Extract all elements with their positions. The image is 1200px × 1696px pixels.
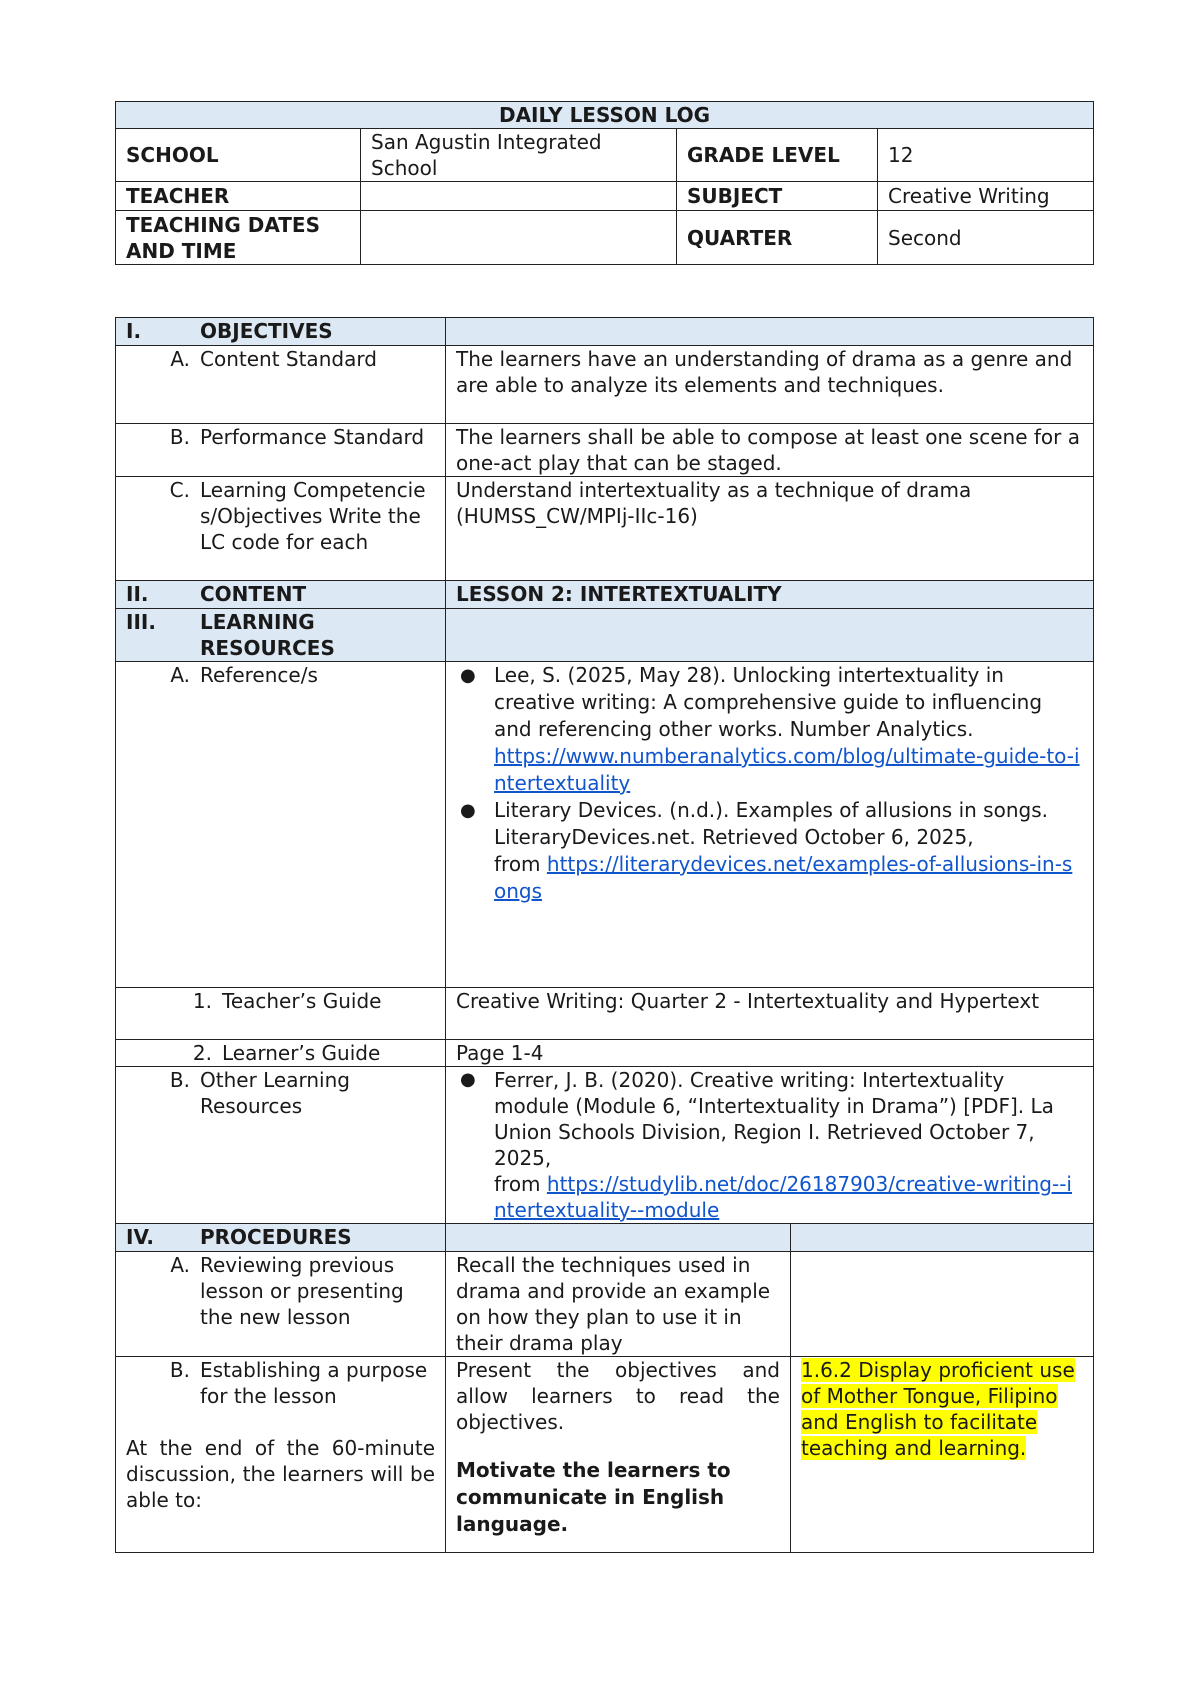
grade-level-value: 12 xyxy=(878,129,1094,182)
reviewing-lesson-label xyxy=(116,1252,446,1357)
reviewing-lesson-indicator xyxy=(791,1252,1094,1357)
header-table xyxy=(115,101,1094,265)
section-number: II. xyxy=(126,582,149,606)
teachers-guide-label xyxy=(116,988,446,1040)
content-standard-value: The learners have an understanding of drama as a genre and are able to analyze its elements and techniques. xyxy=(446,346,1094,424)
lesson-title: LESSON 2: INTERTEXTUALITY xyxy=(446,581,1094,609)
from-label: from xyxy=(494,1172,541,1196)
section-title: PROCEDURES xyxy=(200,1225,352,1249)
objectives-heading xyxy=(116,318,446,346)
item-label: Content Standard xyxy=(200,347,377,371)
performance-standard-label xyxy=(116,424,446,477)
item-marker: B. xyxy=(169,425,190,449)
item-marker: B. xyxy=(169,1358,190,1382)
reference-link[interactable]: https://literarydevices.net/examples-of-allusions-in-songs xyxy=(494,852,1073,903)
item-marker: 2. xyxy=(192,1041,212,1065)
highlighted-indicator: 1.6.2 Display proficient use of Mother Tongue, Filipino and English to facilitate teaching and learning. xyxy=(801,1358,1075,1460)
other-resources-list xyxy=(446,1067,1094,1224)
establishing-purpose-indicator xyxy=(791,1357,1094,1553)
teaching-dates-value xyxy=(361,211,677,265)
teaching-dates-label: TEACHING DATES AND TIME xyxy=(116,211,361,265)
item-label: Reviewing previous lesson or presenting the new lesson xyxy=(200,1253,404,1329)
list-item xyxy=(456,1067,1083,1223)
establishing-purpose-label xyxy=(116,1357,446,1553)
item-label: Teacher’s Guide xyxy=(222,989,382,1013)
purpose-text: Present the objectives and allow learners to read the objectives. xyxy=(456,1358,780,1434)
bullet-icon: ● xyxy=(460,800,476,821)
item-label: Learning Competencies/Objectives Write the LC code for each xyxy=(200,478,426,554)
performance-standard-value: The learners shall be able to compose at least one scene for a one-act play that can be staged. xyxy=(446,424,1094,477)
item-marker: A. xyxy=(170,663,190,687)
procedures-heading-empty xyxy=(446,1224,791,1252)
learning-competencies-value: Understand intertextuality as a technique of drama (HUMSS_CW/MPIj-IIc-16) xyxy=(446,477,1094,581)
grade-level-label: GRADE LEVEL xyxy=(677,129,878,182)
teacher-value xyxy=(361,182,677,211)
from-label: from xyxy=(494,852,541,876)
school-value: San Agustin Integrated School xyxy=(361,129,677,182)
content-heading xyxy=(116,581,446,609)
discussion-note: At the end of the 60-minute discussion, the learners will be able to: xyxy=(126,1436,435,1512)
item-label: Performance Standard xyxy=(200,425,425,449)
resources-heading-empty xyxy=(446,609,1094,662)
subject-value: Creative Writing xyxy=(878,182,1094,211)
item-marker: 1. xyxy=(192,989,212,1013)
procedures-heading xyxy=(116,1224,446,1252)
list-item xyxy=(456,662,1083,797)
content-standard-label xyxy=(116,346,446,424)
bullet-icon: ● xyxy=(460,1069,476,1090)
school-label: SCHOOL xyxy=(116,129,361,182)
item-marker: C. xyxy=(169,478,190,502)
procedures-heading-empty xyxy=(791,1224,1094,1252)
learning-competencies-label xyxy=(116,477,446,581)
learners-guide-value: Page 1-4 xyxy=(446,1040,1094,1067)
item-label: Learner’s Guide xyxy=(222,1041,381,1065)
item-marker: B. xyxy=(169,1068,190,1092)
motivation-text: Motivate the learners to communicate in English language. xyxy=(456,1458,731,1536)
lesson-table xyxy=(115,317,1094,1553)
section-number: IV. xyxy=(126,1225,154,1249)
references-list xyxy=(446,662,1094,988)
section-title: CONTENT xyxy=(200,582,307,606)
reference-text: Ferrer, J. B. (2020). Creative writing: Intertextuality module (Module 6, “Intertextuality in Drama”) [PDF]. La Union Schools Division, Region I. Retrieved October 7, 2025, xyxy=(494,1068,1054,1170)
section-number: III. xyxy=(126,610,156,634)
item-label: Reference/s xyxy=(200,663,318,687)
reference-link[interactable]: https://www.numberanalytics.com/blog/ultimate-guide-to-intertextuality xyxy=(494,744,1080,795)
establishing-purpose-value xyxy=(446,1357,791,1553)
item-marker: A. xyxy=(170,347,190,371)
list-item xyxy=(456,797,1083,905)
teacher-label: TEACHER xyxy=(116,182,361,211)
subject-label: SUBJECT xyxy=(677,182,878,211)
section-number: I. xyxy=(126,319,142,343)
document-title: DAILY LESSON LOG xyxy=(116,102,1094,129)
quarter-label: QUARTER xyxy=(677,211,878,265)
reference-text: Literary Devices. (n.d.). Examples of allusions in songs. LiteraryDevices.net. Retrieved October 6, 2025, xyxy=(494,798,1048,849)
item-marker: A. xyxy=(170,1253,190,1277)
teachers-guide-value: Creative Writing: Quarter 2 - Intertextuality and Hypertext xyxy=(446,988,1094,1040)
section-title: OBJECTIVES xyxy=(200,319,333,343)
item-label: Establishing a purpose for the lesson xyxy=(200,1358,428,1408)
references-label xyxy=(116,662,446,988)
reference-link[interactable]: https://studylib.net/doc/26187903/creative-writing--intertextuality--module xyxy=(494,1172,1072,1222)
bullet-icon: ● xyxy=(460,665,476,686)
section-title: LEARNING RESOURCES xyxy=(200,610,335,660)
quarter-value: Second xyxy=(878,211,1094,265)
objectives-heading-empty xyxy=(446,318,1094,346)
resources-heading xyxy=(116,609,446,662)
item-label: Other Learning Resources xyxy=(200,1068,350,1118)
learners-guide-label xyxy=(116,1040,446,1067)
reference-text: Lee, S. (2025, May 28). Unlocking intertextuality in creative writing: A comprehensive guide to influencing and referencing other works. Number Analytics. xyxy=(494,663,1043,741)
reviewing-lesson-value: Recall the techniques used in drama and provide an example on how they plan to use it in their drama play xyxy=(446,1252,791,1357)
other-resources-label xyxy=(116,1067,446,1224)
